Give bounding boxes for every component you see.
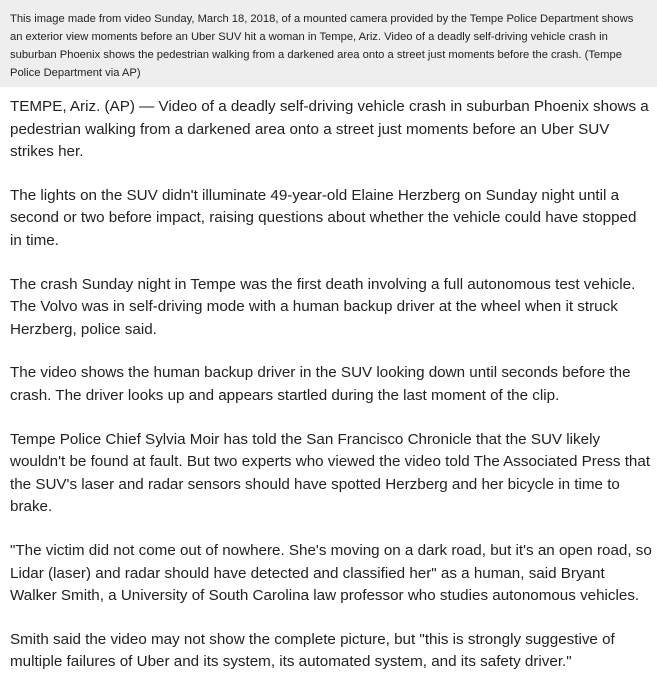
article-paragraph: TEMPE, Ariz. (AP) — Video of a deadly self-driving vehicle crash in suburban Phoenix shows a pedestrian walking from a darkened area onto a street just moments before an Uber SUV strikes her.: [10, 98, 649, 161]
photo-caption: This image made from video Sunday, March 18, 2018, of a mounted camera provided by the Tempe Police Department shows an exterior view moments before an Uber SUV hit a woman in Tempe, Ariz. Video of a deadly self-driving vehicle crash in suburban Phoenix shows the pedestrian walking from a darkened area onto a street just moments before the crash. (Tempe Police Department via AP): [10, 13, 634, 79]
article-paragraph: The video shows the human backup driver in the SUV looking down until seconds before the crash. The driver looks up and appears startled during the last moment of the clip.: [10, 364, 631, 404]
article-paragraph: The crash Sunday night in Tempe was the first death involving a full autonomous test vehicle. The Volvo was in self-driving mode with a human backup driver at the wheel when it struck Herzberg, police said.: [10, 275, 636, 338]
article-paragraph: Smith said the video may not show the complete picture, but "this is strongly suggestive of multiple failures of Uber and its system, its automated system, and its safety driver.": [10, 630, 615, 671]
article-paragraph: Tempe Police Chief Sylvia Moir has told the San Francisco Chronicle that the SUV likely wouldn't be found at fault. But two experts who viewed the video told The Associated Press that the SUV's laser and radar sensors should have spotted Herzberg and her bicycle in time to brake.: [10, 430, 651, 516]
article-paragraph: The lights on the SUV didn't illuminate 49-year-old Elaine Herzberg on Sunday night until a second or two before impact, raising questions about whether the vehicle could have stopped in time.: [10, 186, 637, 249]
article-paragraph: "The victim did not come out of nowhere. She's moving on a dark road, but it's an open road, so Lidar (laser) and radar should have detected and classified her" as a human, said Bryant Walker Smith, a University of South Carolina law professor who studies autonomous vehicles.: [10, 541, 652, 605]
photo-caption-box: [0, 0, 657, 87]
article-body: [10, 96, 652, 695]
